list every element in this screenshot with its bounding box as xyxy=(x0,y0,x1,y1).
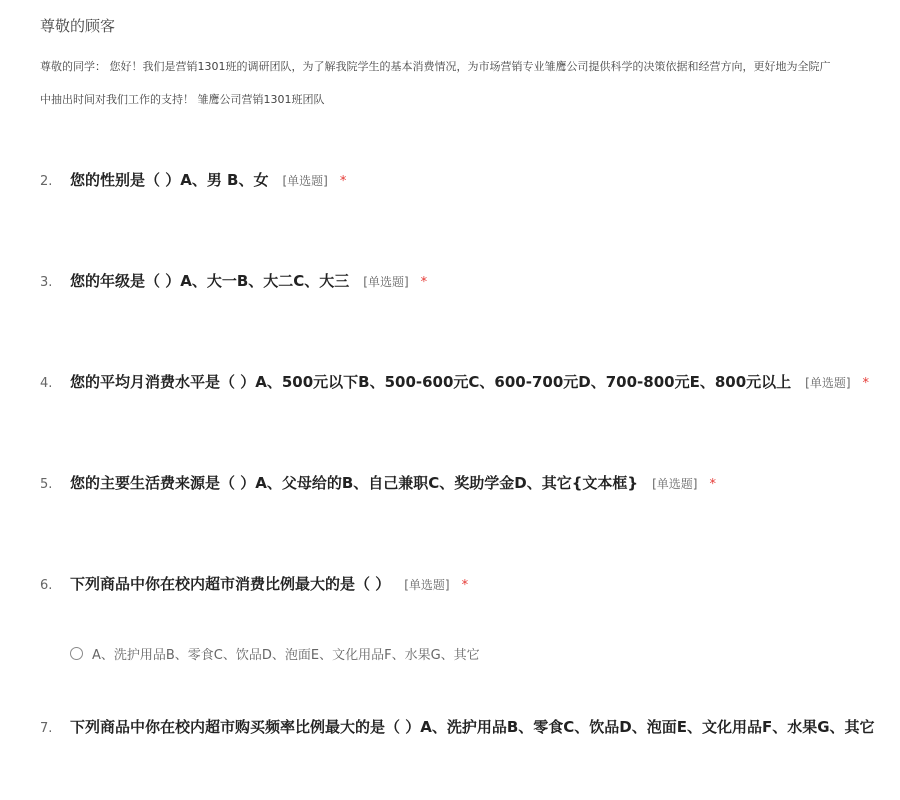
question-text: 您的性别是（ ）A、男 B、女 xyxy=(70,171,269,189)
question-type-label: [单选题] xyxy=(363,275,409,289)
required-marker: * xyxy=(862,376,870,391)
question-number: 7. xyxy=(40,721,53,736)
question-6 xyxy=(40,573,468,594)
question-text: 下列商品中你在校内超市购买频率比例最大的是（ ）A、洗护用品B、零食C、饮品D、泡面E、文化用品F、水果G、其它 xyxy=(70,718,875,736)
required-marker: * xyxy=(709,477,716,492)
required-marker: * xyxy=(461,578,469,593)
question-text: 您的主要生活费来源是（ ）A、父母给的B、自己兼职C、奖助学金D、其它{文本框} xyxy=(70,474,639,492)
question-7 xyxy=(40,716,875,737)
question-number: 4. xyxy=(40,376,53,391)
question-number: 2. xyxy=(40,174,53,189)
option-label[interactable]: A、洗护用品B、零食C、饮品D、泡面E、文化用品F、水果G、其它 xyxy=(92,648,480,663)
question-type-label: [单选题] xyxy=(404,578,450,592)
question-3 xyxy=(40,270,427,291)
question-text: 下列商品中你在校内超市消费比例最大的是（ ） xyxy=(70,575,391,593)
survey-title: 尊敬的顾客 xyxy=(40,17,116,35)
required-marker: * xyxy=(420,275,428,290)
question-type-label: [单选题] xyxy=(652,477,698,491)
question-number: 3. xyxy=(40,275,53,290)
question-type-label: [单选题] xyxy=(282,174,328,188)
question-type-label: [单选题] xyxy=(805,376,851,390)
question-4 xyxy=(40,371,869,392)
survey-intro-line-1: 尊敬的同学： 您好！我们是营销1301班的调研团队，为了解我院学生的基本消费情况，为市场营销专业雏鹰公司提供科学的决策依据和经营方向，更好地为全院广 xyxy=(40,60,831,73)
radio-button[interactable] xyxy=(70,647,83,660)
survey-intro-line-2: 中抽出时间对我们工作的支持！ 雏鹰公司营销1301班团队 xyxy=(40,93,325,106)
question-number: 6. xyxy=(40,578,53,593)
question-2 xyxy=(40,169,346,190)
question-5 xyxy=(40,472,716,493)
question-text: 您的年级是（ ）A、大一B、大二C、大三 xyxy=(70,272,350,290)
question-number: 5. xyxy=(40,477,53,492)
required-marker: * xyxy=(339,174,347,189)
question-6-option-radio[interactable] xyxy=(70,644,480,663)
question-text: 您的平均月消费水平是（ ）A、500元以下B、500-600元C、600-700元D、700-800元E、800元以上 xyxy=(70,373,792,391)
